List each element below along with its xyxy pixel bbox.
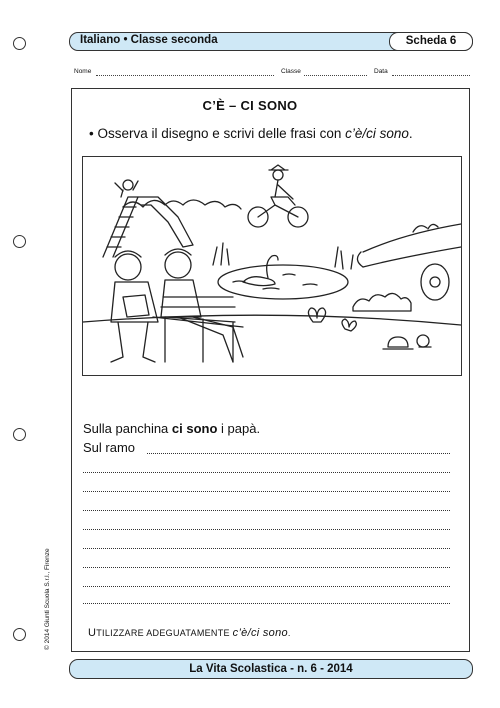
binder-hole-bottom: [13, 628, 26, 641]
student-info-row: [74, 68, 474, 80]
copyright-note: © 2014 Giunti Scuola S.r.l., Firenze: [44, 548, 51, 650]
class-label: Classe: [281, 68, 301, 75]
pond-icon: [213, 243, 353, 299]
answer-line-4[interactable]: [83, 510, 450, 511]
worksheet-title: C’È – CI SONO: [202, 98, 298, 113]
example-sentence-start: Sulla panchina: [83, 421, 172, 436]
name-field[interactable]: [96, 75, 274, 76]
binder-hole-top: [13, 37, 26, 50]
ground-line: [83, 315, 461, 325]
binder-hole-lower-middle: [13, 428, 26, 441]
answer-line-9[interactable]: [83, 603, 450, 604]
butterfly-icon: [308, 308, 356, 331]
cyclist-icon: [248, 165, 308, 227]
hint-end: .: [287, 628, 291, 638]
hint-emphasis: c’è/ci sono: [232, 627, 288, 639]
bullet: •: [89, 126, 94, 141]
answer-line-2[interactable]: [83, 472, 450, 473]
hint-text: TILIZZARE ADEGUATAMENTE: [96, 628, 233, 638]
answer-line-3[interactable]: [83, 491, 450, 492]
answer-line-8[interactable]: [83, 586, 450, 587]
answer-line-1[interactable]: [147, 453, 450, 454]
instruction-text: Osserva il disegno e scrivi delle frasi con: [97, 126, 346, 141]
instruction: [89, 126, 413, 141]
sheet-number-tab: Scheda 6: [389, 32, 473, 51]
hint-initial: U: [88, 627, 97, 639]
slide-icon: [103, 180, 193, 257]
tree-branch-icon: [357, 224, 461, 300]
instruction-end: .: [408, 126, 413, 141]
date-label: Data: [374, 68, 388, 75]
binder-hole-upper-middle: [13, 235, 26, 248]
usage-hint: [88, 627, 291, 639]
example-sentence-end: i papà.: [217, 421, 261, 436]
snail-icon: [383, 335, 431, 349]
answer-line-6[interactable]: [83, 548, 450, 549]
date-field[interactable]: [392, 75, 470, 76]
example-sentence-bold: ci sono: [171, 421, 218, 436]
name-label: Nome: [74, 68, 92, 75]
answer-line-7[interactable]: [83, 567, 450, 568]
footer-bar: La Vita Scolastica - n. 6 - 2014: [69, 659, 473, 679]
class-field[interactable]: [304, 75, 367, 76]
example-sentence: [83, 421, 260, 436]
swan-icon: [243, 256, 278, 286]
header-bar: [69, 32, 473, 51]
answer-line-5[interactable]: [83, 529, 450, 530]
instruction-emphasis: c’è/ci sono: [345, 126, 409, 141]
park-illustration: [82, 156, 462, 376]
dads-on-bench-icon: [111, 249, 243, 362]
right-bushes: [353, 293, 411, 311]
header-subject: Italiano • Classe seconda: [80, 34, 218, 46]
second-sentence-start: Sul ramo: [83, 440, 136, 455]
park-drawing: [83, 157, 461, 375]
